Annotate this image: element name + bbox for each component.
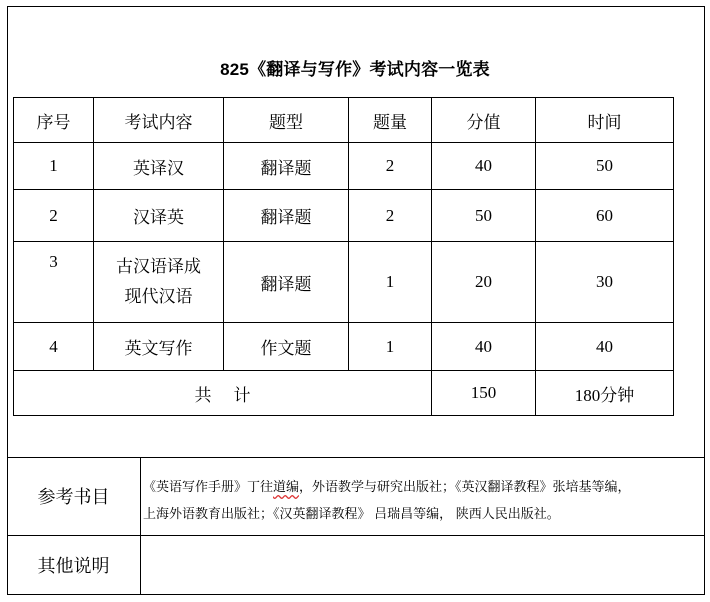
header-cell-time: 时间 xyxy=(536,98,674,143)
header-cell-content: 考试内容 xyxy=(94,98,224,143)
row-score: 40 xyxy=(432,323,536,371)
row-count: 1 xyxy=(349,242,432,323)
row-type: 翻译题 xyxy=(224,190,349,242)
table-row xyxy=(14,242,674,323)
row-score: 50 xyxy=(432,190,536,242)
row-time: 30 xyxy=(536,242,674,323)
row-count: 1 xyxy=(349,323,432,371)
references-text-segment: 《英语写作手册》丁往 xyxy=(143,479,274,494)
row-score: 20 xyxy=(432,242,536,323)
references-text-segment: ，外语教学与研究出版社；《英汉翻译教程》张培基等编， xyxy=(299,479,631,494)
references-line-1 xyxy=(143,473,703,500)
row-content: 英译汉 xyxy=(94,143,224,190)
row-content-line: 古汉语译成 xyxy=(116,257,201,276)
row-type: 翻译题 xyxy=(224,242,349,323)
other-notes-label: 其他说明 xyxy=(37,556,110,576)
row-content: 英文写作 xyxy=(94,323,224,371)
row-count: 2 xyxy=(349,190,432,242)
total-score: 150 xyxy=(432,371,536,416)
references-text xyxy=(143,473,703,527)
other-notes-value xyxy=(143,535,703,595)
row-score: 40 xyxy=(432,143,536,190)
row-no: 3 xyxy=(14,242,94,323)
row-time: 40 xyxy=(536,323,674,371)
row-type: 翻译题 xyxy=(224,143,349,190)
header-cell-score: 分值 xyxy=(432,98,536,143)
table-row xyxy=(14,143,674,190)
page-title: 825《翻译与写作》考试内容一览表 xyxy=(220,60,490,79)
row-content xyxy=(94,242,224,323)
row-count: 2 xyxy=(349,143,432,190)
header-cell-count: 题量 xyxy=(349,98,432,143)
exam-content-table xyxy=(13,97,674,416)
row-type: 作文题 xyxy=(224,323,349,371)
references-line-2: 上海外语教育出版社；《汉英翻译教程》 吕瑞昌等编， 陕西人民出版社。 xyxy=(143,506,560,521)
row-time: 50 xyxy=(536,143,674,190)
row-no: 1 xyxy=(14,143,94,190)
column-divider xyxy=(140,457,141,595)
table-row xyxy=(14,323,674,371)
row-content: 汉译英 xyxy=(94,190,224,242)
spellcheck-marked-text: 道编 xyxy=(273,479,300,494)
row-time: 60 xyxy=(536,190,674,242)
total-label: 共计 xyxy=(14,371,432,416)
header-cell-type: 题型 xyxy=(224,98,349,143)
total-time: 180分钟 xyxy=(536,371,674,416)
header-cell-no: 序号 xyxy=(14,98,94,143)
row-no: 2 xyxy=(14,190,94,242)
references-label: 参考书目 xyxy=(37,487,110,507)
table-total-row xyxy=(14,371,674,416)
table-header-row xyxy=(14,98,674,143)
row-no: 4 xyxy=(14,323,94,371)
row-content-line: 现代汉语 xyxy=(124,287,193,306)
table-row xyxy=(14,190,674,242)
